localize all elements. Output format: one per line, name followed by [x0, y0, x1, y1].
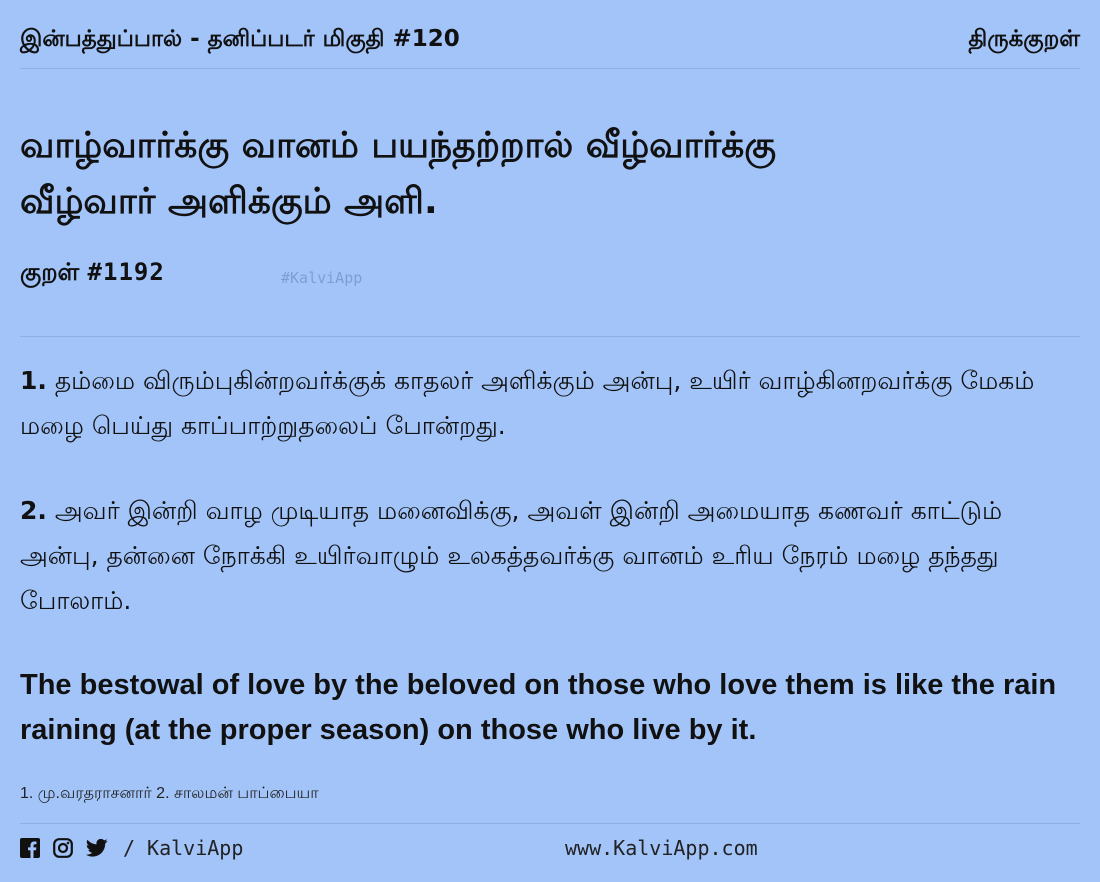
- footer-divider: [20, 823, 1080, 824]
- facebook-icon[interactable]: [20, 838, 40, 858]
- explanation-text: தம்மை விரும்புகின்றவர்க்குக் காதலர் அளிக்கும் அன்பு, உயிர் வாழ்கினறவர்க்கு மேகம் மழை பெய்து காப்பாற்றுதலைப் போன்றது.: [20, 366, 1035, 440]
- separator: /: [123, 836, 136, 860]
- social-links: [20, 836, 243, 860]
- explanation-1: [20, 358, 1080, 448]
- twitter-icon[interactable]: [86, 838, 106, 858]
- kural-line-2: வீழ்வார் அளிக்கும் அளி.: [20, 181, 438, 222]
- explanation-number: 2.: [20, 496, 47, 525]
- english-translation: The bestowal of love by the beloved on those who love them is like the rain raining (at the proper season) on those who live by it.: [20, 669, 1057, 746]
- social-handle: KalviApp: [147, 836, 244, 860]
- kural-label: குறள்: [20, 258, 88, 286]
- section-title: இன்பத்துப்பால் - தனிப்படர் மிகுதி #120: [20, 26, 460, 52]
- brand-title: திருக்குறள்: [968, 26, 1080, 52]
- explanation-text: அவர் இன்றி வாழ முடியாத மனைவிக்கு, அவள் இன்றி அமையாத கணவர் காட்டும் அன்பு, தன்னை நோக்கி உயிர்வாழும் உலகத்தவர்க்கு வானம் உரிய நேரம் மழை தந்தது போலாம்.: [20, 496, 1003, 615]
- kural-text: [20, 118, 1080, 230]
- website-link[interactable]: www.KalviApp.com: [565, 836, 758, 860]
- explanation-2: [20, 488, 1080, 623]
- header: [20, 22, 1080, 69]
- instagram-icon[interactable]: [53, 838, 73, 858]
- kural-number: [20, 258, 165, 289]
- divider: [20, 336, 1080, 337]
- hashtag: #KalviApp: [281, 269, 363, 287]
- kural-line-1: வாழ்வார்க்கு வானம் பயந்தற்றால் வீழ்வார்க்கு: [20, 125, 777, 166]
- explanation-number: 1.: [20, 366, 47, 395]
- kural-number-value: #1192: [87, 258, 165, 286]
- credits: 1. மு.வரதராசனார் 2. சாலமன் பாப்பையா: [20, 785, 319, 802]
